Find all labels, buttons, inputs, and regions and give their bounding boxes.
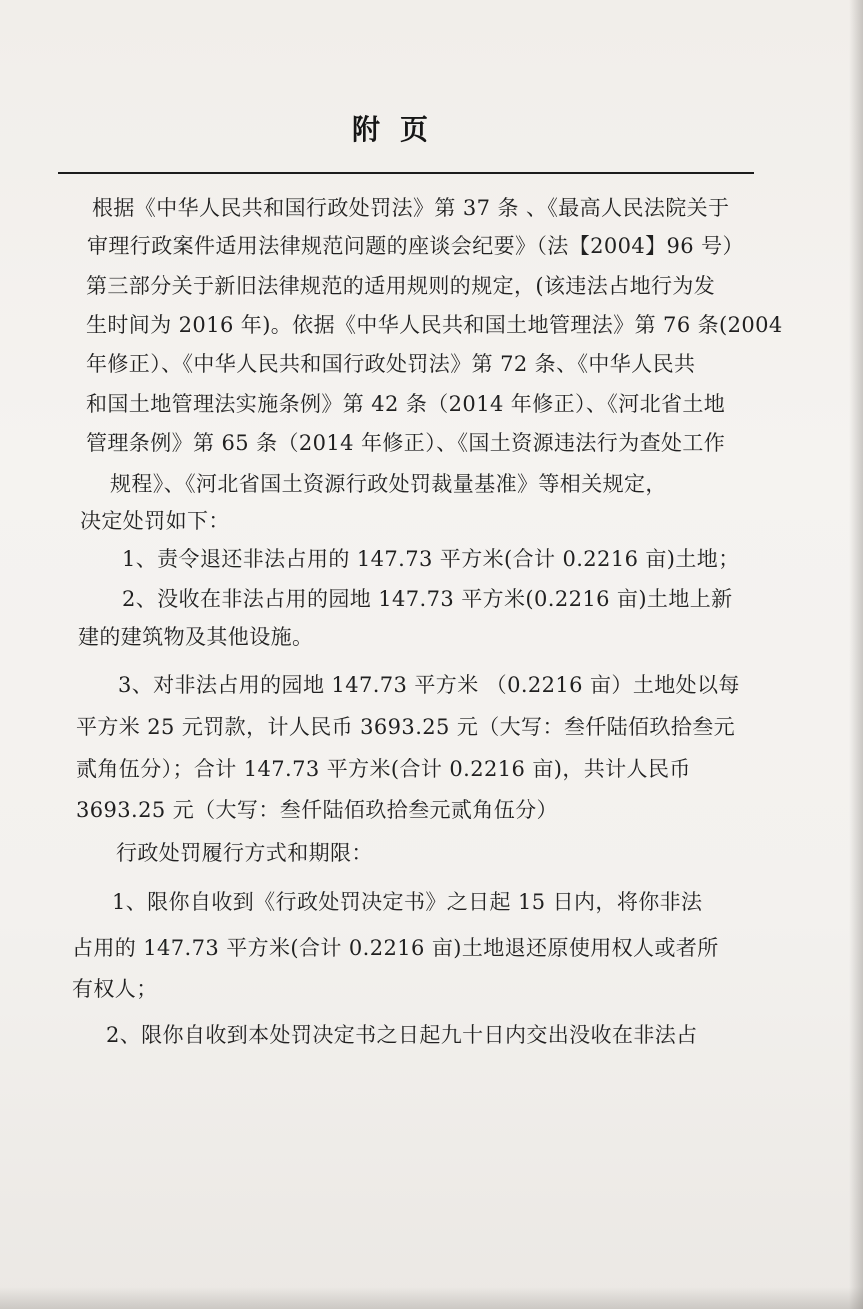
- body-line: 2、限你自收到本处罚决定书之日起九十日内交出没收在非法占: [106, 1023, 698, 1047]
- body-line: 有权人；: [72, 977, 158, 1001]
- body-line: 贰角伍分）；合计 147.73 平方米(合计 0.2216 亩)，共计人民币: [76, 757, 691, 781]
- body-line: 和国土地管理法实施条例》第 42 条（2014 年修正）、《河北省土地: [86, 392, 726, 416]
- body-line: 行政处罚履行方式和期限：: [116, 841, 373, 865]
- body-line: 生时间为 2016 年)。依据《中华人民共和国土地管理法》第 76 条(2004: [86, 313, 783, 337]
- page-bottom-shadow: [0, 1287, 863, 1309]
- body-line: 3693.25 元（大写：叁仟陆佰玖拾叁元贰角伍分）: [76, 798, 558, 822]
- body-line: 建的建筑物及其他设施。: [78, 625, 314, 649]
- body-line: 3、对非法占用的园地 147.73 平方米 （0.2216 亩）土地处以每: [118, 673, 740, 697]
- page-title: 附页: [351, 113, 448, 146]
- body-line: 管理条例》第 65 条（2014 年修正）、《国土资源违法行为查处工作: [86, 431, 726, 455]
- body-line: 审理行政案件适用法律规范问题的座谈会纪要》（法【2004】96 号）: [87, 234, 744, 258]
- body-line: 2、没收在非法占用的园地 147.73 平方米(0.2216 亩)土地上新: [122, 587, 733, 611]
- body-line: 根据《中华人民共和国行政处罚法》第 37 条 、《最高人民法院关于: [92, 196, 730, 220]
- body-line: 1、责令退还非法占用的 147.73 平方米(合计 0.2216 亩)土地；: [122, 547, 740, 571]
- body-line: 第三部分关于新旧法律规范的适用规则的规定，(该违法占地行为发: [86, 274, 716, 298]
- header-rule: [58, 172, 754, 174]
- body-line: 决定处罚如下：: [80, 509, 230, 533]
- body-line: 年修正）、《中华人民共和国行政处罚法》第 72 条、《中华人民共: [86, 352, 696, 376]
- body-line: 占用的 147.73 平方米(合计 0.2216 亩)土地退还原使用权人或者所: [72, 936, 719, 960]
- body-line: 1、限你自收到《行政处罚决定书》之日起 15 日内，将你非法: [112, 890, 703, 914]
- page-edge-shadow: [849, 0, 863, 1309]
- body-line: 平方米 25 元罚款，计人民币 3693.25 元（大写：叁仟陆佰玖拾叁元: [76, 715, 736, 739]
- body-line: 规程》、《河北省国土资源行政处罚裁量基准》等相关规定，: [110, 472, 667, 496]
